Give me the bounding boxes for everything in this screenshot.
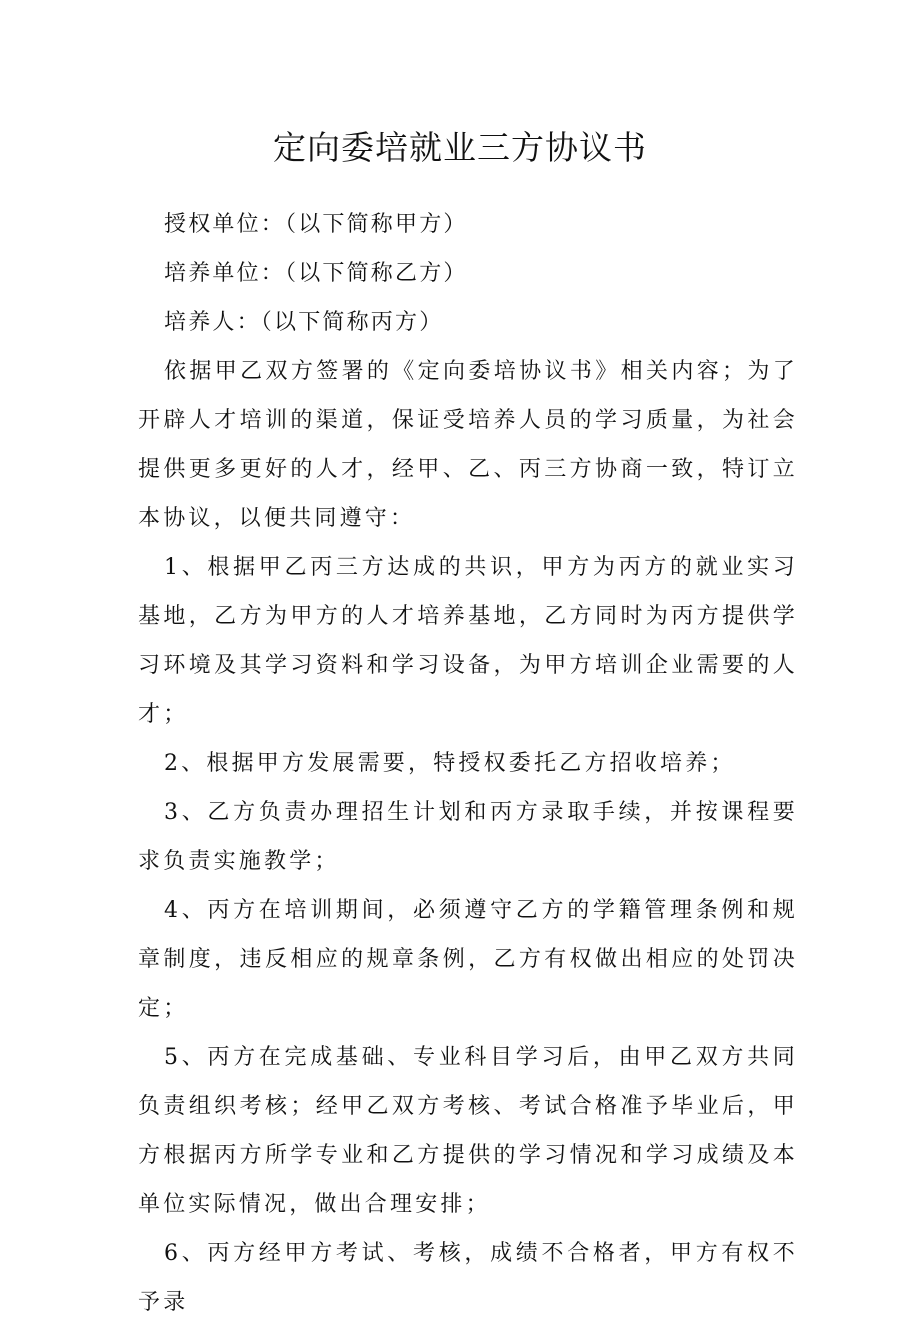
party-c-line: 培养人：（以下简称丙方） bbox=[164, 310, 444, 335]
clause-3: 3、乙方负责办理招生计划和丙方录取手续，并按课程要求负责实施教学； bbox=[138, 800, 798, 874]
clause-4: 4、丙方在培训期间，必须遵守乙方的学籍管理条例和规章制度，违反相应的规章条例，乙方有权做出相应的处罚决定； bbox=[138, 898, 798, 1021]
document-body bbox=[138, 200, 798, 1327]
clause-5: 5、丙方在完成基础、专业科目学习后，由甲乙双方共同负责组织考核；经甲乙双方考核、考试合格准予毕业后，甲方根据丙方所学专业和乙方提供的学习情况和学习成绩及本单位实际情况，做出合理安排； bbox=[138, 1045, 798, 1217]
document-title: 定向委培就业三方协议书 bbox=[273, 128, 647, 167]
clause-2: 2、根据甲方发展需要，特授权委托乙方招收培养； bbox=[164, 751, 736, 776]
clause-1: 1、根据甲乙丙三方达成的共识，甲方为丙方的就业实习基地，乙方为甲方的人才培养基地，乙方同时为丙方提供学习环境及其学习资料和学习设备，为甲方培训企业需要的人才； bbox=[138, 555, 798, 727]
party-b-line: 培养单位：（以下简称乙方） bbox=[164, 261, 468, 286]
party-a-line: 授权单位：（以下简称甲方） bbox=[164, 212, 468, 237]
clause-6: 6、丙方经甲方考试、考核，成绩不合格者，甲方有权不予录 bbox=[138, 1241, 798, 1315]
preamble-paragraph: 依据甲乙双方签署的《定向委培协议书》相关内容；为了开辟人才培训的渠道，保证受培养人员的学习质量，为社会提供更多更好的人才，经甲、乙、丙三方协商一致，特订立本协议，以便共同遵守： bbox=[138, 359, 798, 531]
